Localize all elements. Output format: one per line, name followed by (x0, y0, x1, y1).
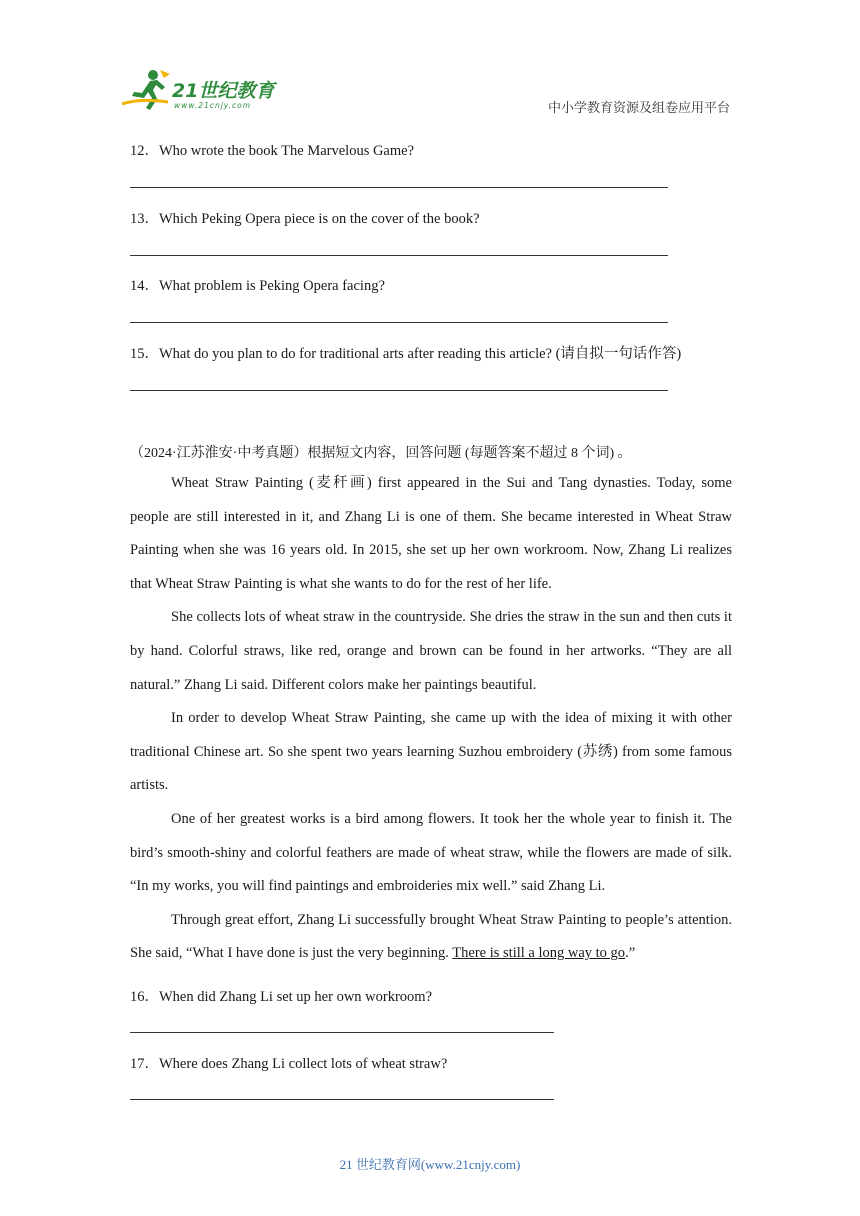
site-logo[interactable] (120, 68, 295, 114)
question-14: 14．What problem is Peking Opera facing? (130, 278, 385, 294)
running-figure-icon (120, 68, 172, 114)
logo-text: 21世纪教育 (172, 80, 275, 102)
answer-line-12[interactable] (130, 187, 668, 188)
answer-line-15[interactable] (130, 390, 668, 391)
paragraph-4: One of her greatest works is a bird among flowers. It took her the whole year to finish it. The bird’s smooth-shiny and colorful feathers are made of wheat straw, while the flowers are made of silk. “In my works, you will find paintings and embroideries mix well.” said Zhang Li. (130, 810, 732, 895)
section-source: （2024·江苏淮安·中考真题）根据短文内容，回答问题 (每题答案不超过 8 个词) 。 (130, 446, 632, 461)
paragraph-2: She collects lots of wheat straw in the countryside. She dries the straw in the sun and then cuts it by hand. Colorful straws, like red, orange and brown can be found in her artworks. “They are all natural.” Zhang Li said. Different colors make her paintings beautiful. (130, 609, 732, 693)
page-header (0, 0, 860, 125)
question-15: 15．What do you plan to do for traditional arts after reading this article? (请自拟一句话作答) (130, 346, 682, 362)
question-13: 13．Which Peking Opera piece is on the cover of the book? (130, 211, 480, 227)
question-16: 16．When did Zhang Li set up her own workroom? (130, 989, 433, 1005)
answer-line-13[interactable] (130, 255, 668, 256)
question-12: 12．Who wrote the book The Marvelous Game? (130, 143, 415, 159)
paragraph-5: Through great effort, Zhang Li successfully brought Wheat Straw Painting to people’s attention. She said, “What I have done is just the very beginning. There is still a long way to go.” (130, 911, 732, 962)
reading-passage (130, 467, 732, 971)
answer-line-14[interactable] (130, 322, 668, 323)
platform-tagline: 中小学教育资源及组卷应用平台 (547, 100, 730, 115)
answer-line-16[interactable] (130, 1032, 554, 1033)
underlined-phrase: There is still a long way to go (452, 945, 626, 962)
paragraph-1: Wheat Straw Painting (麦秆画) first appeared in the Sui and Tang dynasties. Today, some people are still interested in it, and Zhang Li is one of them. She became interested in Wheat Straw Painting when she was 16 years old. In 2015, she set up her own workroom. Now, Zhang Li realizes that Wheat Straw Painting is what she wants to do for the rest of her life. (130, 475, 732, 592)
logo-url: www.21cnjy.com (174, 101, 252, 110)
question-17: 17．Where does Zhang Li collect lots of wheat straw? (130, 1056, 448, 1072)
answer-line-17[interactable] (130, 1099, 554, 1100)
paragraph-3: In order to develop Wheat Straw Painting, she came up with the idea of mixing it with other traditional Chinese art. So she spent two years learning Suzhou embroidery (苏绣) from some famous artists. (130, 710, 732, 794)
page-footer[interactable]: 21 世纪教育网(www.21cnjy.com) (339, 1157, 521, 1172)
